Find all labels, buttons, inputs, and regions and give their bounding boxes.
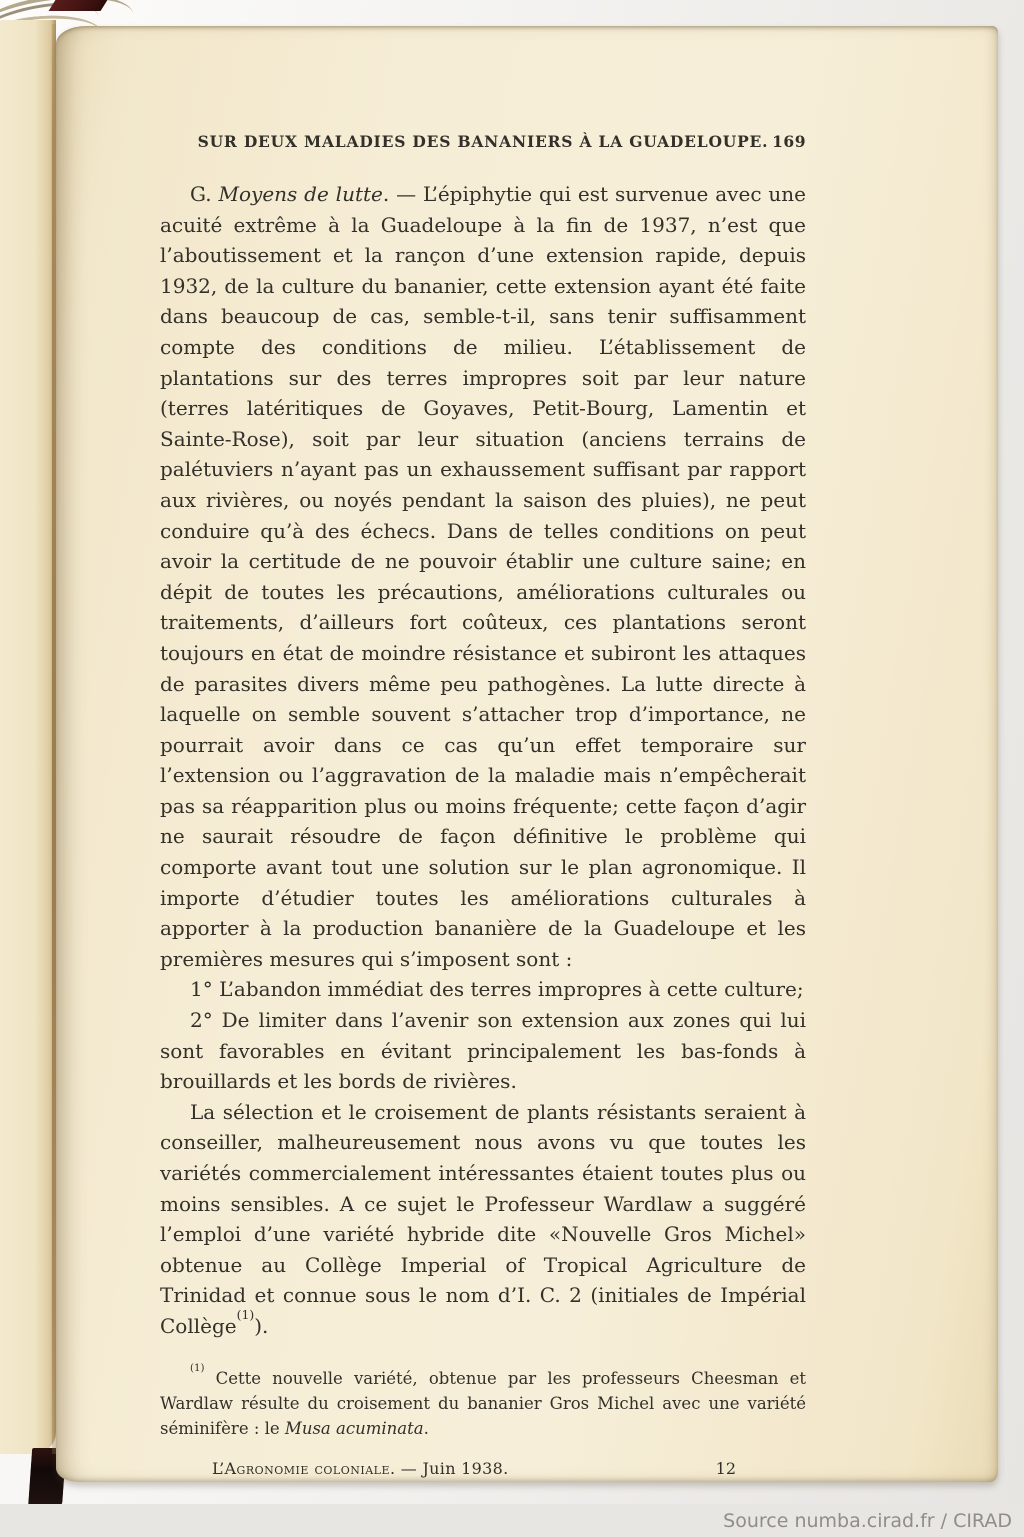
running-head — [160, 132, 806, 151]
list-item-2: 2° De limiter dans l’avenir son extension aux zones qui lui sont favorables en évitant principalement les bas-fonds à brouillards et les bords de rivières. — [160, 1008, 806, 1094]
paragraph-text-end: ). — [254, 1313, 269, 1338]
imprint-prefix: L’ — [212, 1458, 225, 1478]
book-page — [56, 26, 998, 1482]
footnote-text: Cette nouvelle variété, obtenue par les professeurs Cheesman et Wardlaw résulte du croisement du bananier Gros Michel avec une variété séminifère : le — [160, 1368, 806, 1438]
running-head-title: SUR DEUX MALADIES DES BANANIERS À LA GUADELOUPE. — [197, 132, 769, 151]
page-content — [160, 132, 806, 1478]
paragraph-lead-italic: Moyens de lutte — [218, 182, 383, 206]
paragraph-text: . — L’épiphytie qui est survenue avec une acuité extrême à la Guadeloupe à la fin de 1937, n’est que l’aboutissement et la rançon d’une extension rapide, depuis 1932, de la culture du bananier, cette extension ayant été faite dans beaucoup de cas, semble-t-il, sans tenir suffisamment compte des conditions de milieu. L’établissement de plantations sur des terres impropres soit par leur nature (terres latéritiques de Goyaves, Petit-Bourg, Lamentin et Sainte-Rose), soit par leur situation (anciens terrains de palétuviers n’ayant pas un exhaussement suffisant par rapport aux rivières, ou noyés pendant la saison des pluies), ne peut conduire qu’à des échecs. Dans de telles conditions on peut avoir la certitude de ne pouvoir établir une culture saine; en dépit de toutes les précautions, améliorations culturales ou traitements, d’ailleurs fort coûteux, ces plantations seront toujours en état de moindre résistance et subiront les attaques de parasites divers même peu pathogènes. La lutte directe à laquelle on semble souvent s’attacher trop d’importance, ne pourrait avoir dans ce cas qu’un effet temporaire sur l’extension ou l’aggravation de la maladie mais n’empêcherait pas sa réapparition plus ou moins fréquente; cette façon d’agir ne saurait résoudre de façon définitive le problème qui comporte avant tout une solution sur le plan agronomique. Il importe d’étudier toutes les améliorations culturales à apporter à la production bananière de la Guadeloupe et les premières mesures qui s’imposent sont : — [160, 182, 806, 971]
footnote-species-italic: Musa acuminata — [284, 1418, 424, 1438]
paragraph-text: La sélection et le croisement de plants résistants seraient à conseiller, malheureusement nous avons vu que toutes les variétés commercialement intéressantes étaient toutes plus ou moins sensibles. A ce sujet le Professeur Wardlaw a suggéré l’emploi d’une variété hybride dite «Nouvelle Gros Michel» obtenue au Collège Imperial of Tropical Agriculture de Trinidad et connue sous le nom d’I. C. 2 (initiales de Impérial Collège — [160, 1099, 806, 1338]
gutter-crease — [52, 24, 56, 1454]
paragraph-lead: G. — [190, 182, 219, 206]
facing-page-edge — [0, 20, 56, 1454]
footnote-marker: (1) — [190, 1363, 205, 1375]
source-watermark-bar — [0, 1504, 1024, 1537]
footnote-end: . — [423, 1418, 429, 1438]
source-watermark: Source numba.cirad.fr / CIRAD — [723, 1509, 1012, 1532]
footnote — [160, 1363, 806, 1441]
imprint-date: . — Juin 1938. — [390, 1458, 509, 1478]
list-item-1: 1° L’abandon immédiat des terres impropres à cette culture; — [190, 977, 804, 1002]
journal-imprint — [212, 1459, 509, 1478]
footnote-reference: (1) — [236, 1306, 255, 1322]
journal-title: Agronomie coloniale — [224, 1458, 390, 1478]
imprint-line — [160, 1459, 806, 1478]
book-binding-top — [49, 0, 108, 11]
paragraph-moyens-de-lutte — [160, 179, 806, 974]
paragraph-selection — [160, 1097, 806, 1342]
signature-number: 12 — [715, 1458, 736, 1478]
page-number: 169 — [772, 132, 806, 151]
